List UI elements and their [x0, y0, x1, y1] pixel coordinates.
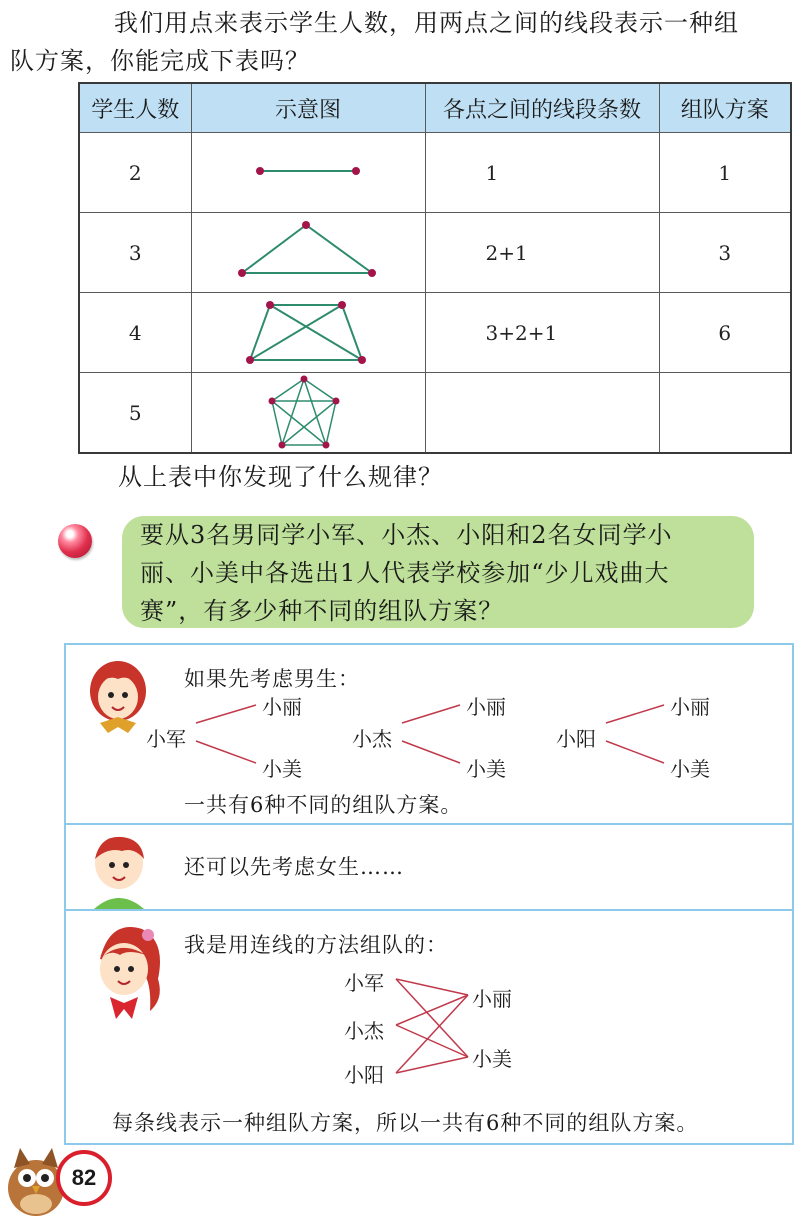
problem-statement — [122, 516, 754, 628]
cell-segments: 1 — [425, 133, 659, 213]
boy-avatar-icon — [86, 829, 152, 909]
header-diagram: 示意图 — [191, 83, 425, 133]
intro-line-2: 队方案，你能完成下表吗？ — [10, 47, 310, 75]
intro-line-1: 我们用点来表示学生人数，用两点之间的线段表示一种组 — [114, 9, 739, 37]
method2-text: 还可以先考虑女生…… — [184, 855, 404, 879]
cell-teams: 6 — [659, 293, 791, 373]
header-segments: 各点之间的线段条数 — [425, 83, 659, 133]
girl-xiaomei: 小美 — [262, 757, 302, 781]
method-lines-box — [64, 909, 794, 1145]
page-number: 82 — [56, 1150, 112, 1206]
boy-xiaojie: 小杰 — [344, 1019, 384, 1043]
header-students: 学生人数 — [79, 83, 191, 133]
diagram-5-points — [192, 375, 424, 451]
cell-diagram — [191, 373, 425, 454]
problem-line-1: 要从3名男同学小军、小杰、小阳和2名女同学小 — [140, 521, 673, 549]
diagram-3-points — [192, 215, 424, 291]
intro-paragraph — [10, 4, 804, 80]
boy-xiaojun: 小军 — [146, 727, 186, 751]
cell-diagram — [191, 213, 425, 293]
cell-segments: 2+1 — [425, 213, 659, 293]
girl-xiaoli: 小丽 — [670, 695, 710, 719]
girl-xiaomei: 小美 — [670, 757, 710, 781]
cell-teams: 3 — [659, 213, 791, 293]
boy-xiaojie: 小杰 — [352, 727, 392, 751]
cell-diagram — [191, 133, 425, 213]
cell-students: 2 — [79, 133, 191, 213]
girl-xiaomei: 小美 — [466, 757, 506, 781]
pattern-question: 从上表中你发现了什么规律？ — [118, 463, 443, 491]
cell-students: 5 — [79, 373, 191, 454]
cell-students: 4 — [79, 293, 191, 373]
problem-line-2: 丽、小美中各选出1人代表学校参加“少儿戏曲大 — [140, 559, 670, 587]
table-header-row — [79, 83, 791, 133]
girl-xiaoli: 小丽 — [466, 695, 506, 719]
problem-line-3: 赛”，有多少种不同的组队方案？ — [140, 597, 504, 625]
girl-xiaoli: 小丽 — [472, 987, 512, 1011]
cell-students: 3 — [79, 213, 191, 293]
table-row — [79, 373, 791, 454]
cell-segments: 3+2+1 — [425, 293, 659, 373]
red-ball-icon — [58, 524, 92, 558]
method-boys-first-box — [64, 643, 794, 825]
cell-teams: 1 — [659, 133, 791, 213]
diagram-4-points — [192, 295, 424, 371]
boy-xiaoyang: 小阳 — [344, 1063, 384, 1087]
boy-xiaojun: 小军 — [344, 971, 384, 995]
method3-conclusion: 每条线表示一种组队方案，所以一共有6种不同的组队方案。 — [112, 1111, 699, 1135]
diagram-2-points — [192, 135, 424, 211]
method-girls-first-box — [64, 823, 794, 911]
cell-teams[interactable] — [659, 373, 791, 454]
cell-diagram — [191, 293, 425, 373]
method3-intro: 我是用连线的方法组队的： — [184, 933, 448, 957]
method1-intro: 如果先考虑男生： — [184, 667, 360, 691]
table-row — [79, 213, 791, 293]
girl-xiaomei: 小美 — [472, 1047, 512, 1071]
girl-xiaoli: 小丽 — [262, 695, 302, 719]
header-teams: 组队方案 — [659, 83, 791, 133]
table-row — [79, 293, 791, 373]
method1-conclusion: 一共有6种不同的组队方案。 — [184, 793, 463, 817]
table-row — [79, 133, 791, 213]
segments-table — [78, 82, 792, 454]
cell-segments[interactable] — [425, 373, 659, 454]
boy-xiaoyang: 小阳 — [556, 727, 596, 751]
